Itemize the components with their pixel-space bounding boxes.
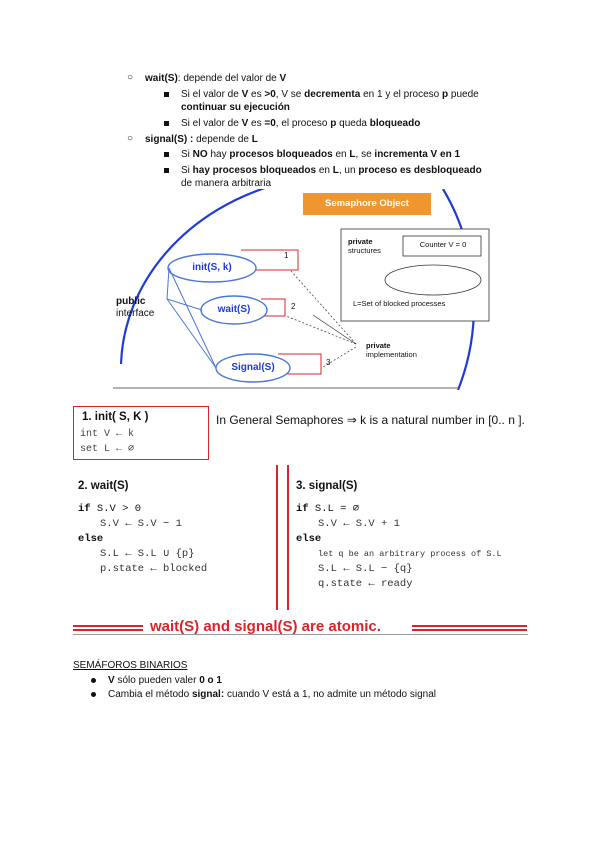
wait-var: V bbox=[279, 73, 287, 84]
init-operation: init(S, k) bbox=[192, 262, 232, 273]
interface-label: interface bbox=[116, 308, 155, 319]
code-line: q.state ← ready bbox=[318, 578, 413, 590]
text: S.V > 0 bbox=[96, 503, 142, 515]
dot-bullet-icon bbox=[91, 692, 96, 697]
text: Si el valor de bbox=[181, 89, 242, 100]
text: L bbox=[349, 149, 356, 160]
text: es bbox=[248, 118, 265, 129]
text: NO bbox=[192, 149, 208, 160]
text: p bbox=[330, 118, 337, 129]
code-line: p.state ← blocked bbox=[100, 563, 208, 575]
binary-semaphores-heading: SEMÁFOROS BINARIOS bbox=[73, 660, 188, 671]
code-line: if S.V > 0 bbox=[78, 503, 142, 515]
impl-number-3: 3 bbox=[326, 358, 331, 367]
init-title: 1. init( S, K ) bbox=[82, 411, 149, 423]
private-implementation-label-2: implementation bbox=[366, 350, 417, 359]
text: en bbox=[316, 165, 333, 176]
semaphore-diagram-svg bbox=[113, 189, 498, 390]
signal-var: L bbox=[251, 134, 258, 145]
binary-item-1 bbox=[108, 674, 222, 687]
text: en bbox=[332, 149, 350, 160]
text: procesos bloqueados bbox=[229, 149, 333, 160]
wait-term: wait(S) bbox=[145, 73, 178, 84]
text: queda bbox=[336, 118, 370, 129]
text: bloqueado bbox=[369, 118, 421, 129]
signal-operation: Signal(S) bbox=[231, 362, 275, 373]
init-line-1: int V ← k bbox=[80, 429, 135, 440]
text: >0 bbox=[264, 89, 276, 100]
text: , un bbox=[338, 165, 359, 176]
code-line: else bbox=[78, 533, 104, 545]
atomic-rule-left bbox=[73, 625, 143, 627]
signal-bullet-2 bbox=[181, 164, 482, 177]
text: hay bbox=[207, 149, 230, 160]
code-line: if S.L = ∅ bbox=[296, 503, 360, 515]
square-bullet-icon bbox=[164, 92, 169, 97]
text: proceso es desbloqueado bbox=[358, 165, 482, 176]
signal-bullet-2-cont: de manera arbitraria bbox=[181, 178, 272, 189]
signal-bullet-1 bbox=[181, 148, 460, 161]
atomic-statement: wait(S) and signal(S) are atomic. bbox=[150, 618, 381, 635]
text: V bbox=[241, 89, 249, 100]
text: V bbox=[241, 118, 249, 129]
text: sólo pueden valer bbox=[114, 675, 200, 686]
atomic-rule-left-2 bbox=[73, 629, 143, 631]
text: en 1 y el proceso bbox=[360, 89, 443, 100]
impl-number-1: 1 bbox=[284, 251, 289, 260]
text: =0 bbox=[264, 118, 276, 129]
private-structures-label-2: structures bbox=[348, 246, 381, 255]
init-line-2: set L ← ∅ bbox=[80, 444, 135, 455]
text: 0 o 1 bbox=[199, 675, 222, 686]
wait-code-block bbox=[78, 502, 207, 577]
signal-code-title: 3. signal(S) bbox=[296, 480, 358, 492]
code-line: S.V ← S.V + 1 bbox=[318, 518, 400, 530]
text: S.L = ∅ bbox=[314, 503, 360, 515]
text: Si el valor de bbox=[181, 118, 242, 129]
wait-bullet-1 bbox=[181, 88, 479, 101]
circle-bullet-icon: ○ bbox=[127, 72, 134, 83]
text: incrementa V en 1 bbox=[374, 149, 461, 160]
binary-item-2 bbox=[108, 688, 436, 701]
text: signal: bbox=[191, 689, 225, 700]
text: cuando V está a 1, no admite un método signal bbox=[224, 689, 436, 700]
code-line: let q be an arbitrary process of S.L bbox=[318, 549, 502, 559]
text: , el proceso bbox=[275, 118, 331, 129]
code-line: S.L ← S.L ∪ {p} bbox=[100, 548, 195, 560]
text: Si bbox=[181, 149, 193, 160]
signal-desc: depende de bbox=[193, 134, 252, 145]
private-implementation-label: private bbox=[366, 341, 391, 350]
code-line: S.V ← S.V − 1 bbox=[100, 518, 182, 530]
semaphore-object-label: Semaphore Object bbox=[325, 198, 409, 209]
private-structures-label: private bbox=[348, 237, 373, 246]
code-line: S.L ← S.L − {q} bbox=[318, 563, 413, 575]
atomic-rule-right bbox=[412, 625, 527, 627]
divider-right bbox=[287, 465, 289, 610]
signal-code-block bbox=[296, 502, 502, 592]
signal-term: signal(S) : bbox=[145, 134, 194, 145]
blocked-set-ellipse bbox=[385, 265, 481, 295]
text: , V se bbox=[275, 89, 305, 100]
atomic-rule-right-2 bbox=[412, 629, 527, 631]
signal-definition bbox=[145, 133, 258, 146]
text: V bbox=[108, 675, 115, 686]
wait-code-title: 2. wait(S) bbox=[78, 480, 129, 492]
square-bullet-icon bbox=[164, 152, 169, 157]
code-line: else bbox=[296, 533, 322, 545]
init-code-box bbox=[73, 406, 209, 460]
wait-bullet-2 bbox=[181, 117, 420, 130]
text: puede bbox=[448, 89, 479, 100]
blocked-set-label: L=Set of blocked processes bbox=[353, 299, 446, 308]
square-bullet-icon bbox=[164, 168, 169, 173]
text: es bbox=[248, 89, 265, 100]
text: decrementa bbox=[304, 89, 361, 100]
divider-left bbox=[276, 465, 278, 610]
general-semaphores-note: In General Semaphores ⇒ k is a natural number in [0.. n ]. bbox=[216, 413, 525, 427]
text: p bbox=[442, 89, 449, 100]
square-bullet-icon bbox=[164, 121, 169, 126]
counter-label: Counter V = 0 bbox=[419, 240, 467, 249]
dot-bullet-icon bbox=[91, 678, 96, 683]
wait-definition bbox=[145, 72, 286, 85]
wait-desc: : depende del valor de bbox=[177, 73, 280, 84]
text: Cambia el método bbox=[108, 689, 192, 700]
circle-bullet-icon: ○ bbox=[127, 133, 134, 144]
text: hay procesos bloqueados bbox=[192, 165, 317, 176]
text: L bbox=[332, 165, 339, 176]
text: Si bbox=[181, 165, 193, 176]
text: , se bbox=[355, 149, 375, 160]
impl-number-2: 2 bbox=[291, 302, 296, 311]
wait-bullet-1-cont: continuar su ejecución bbox=[181, 102, 290, 113]
semaphore-diagram bbox=[113, 189, 498, 390]
wait-operation: wait(S) bbox=[217, 304, 251, 315]
public-label: public bbox=[116, 296, 146, 307]
